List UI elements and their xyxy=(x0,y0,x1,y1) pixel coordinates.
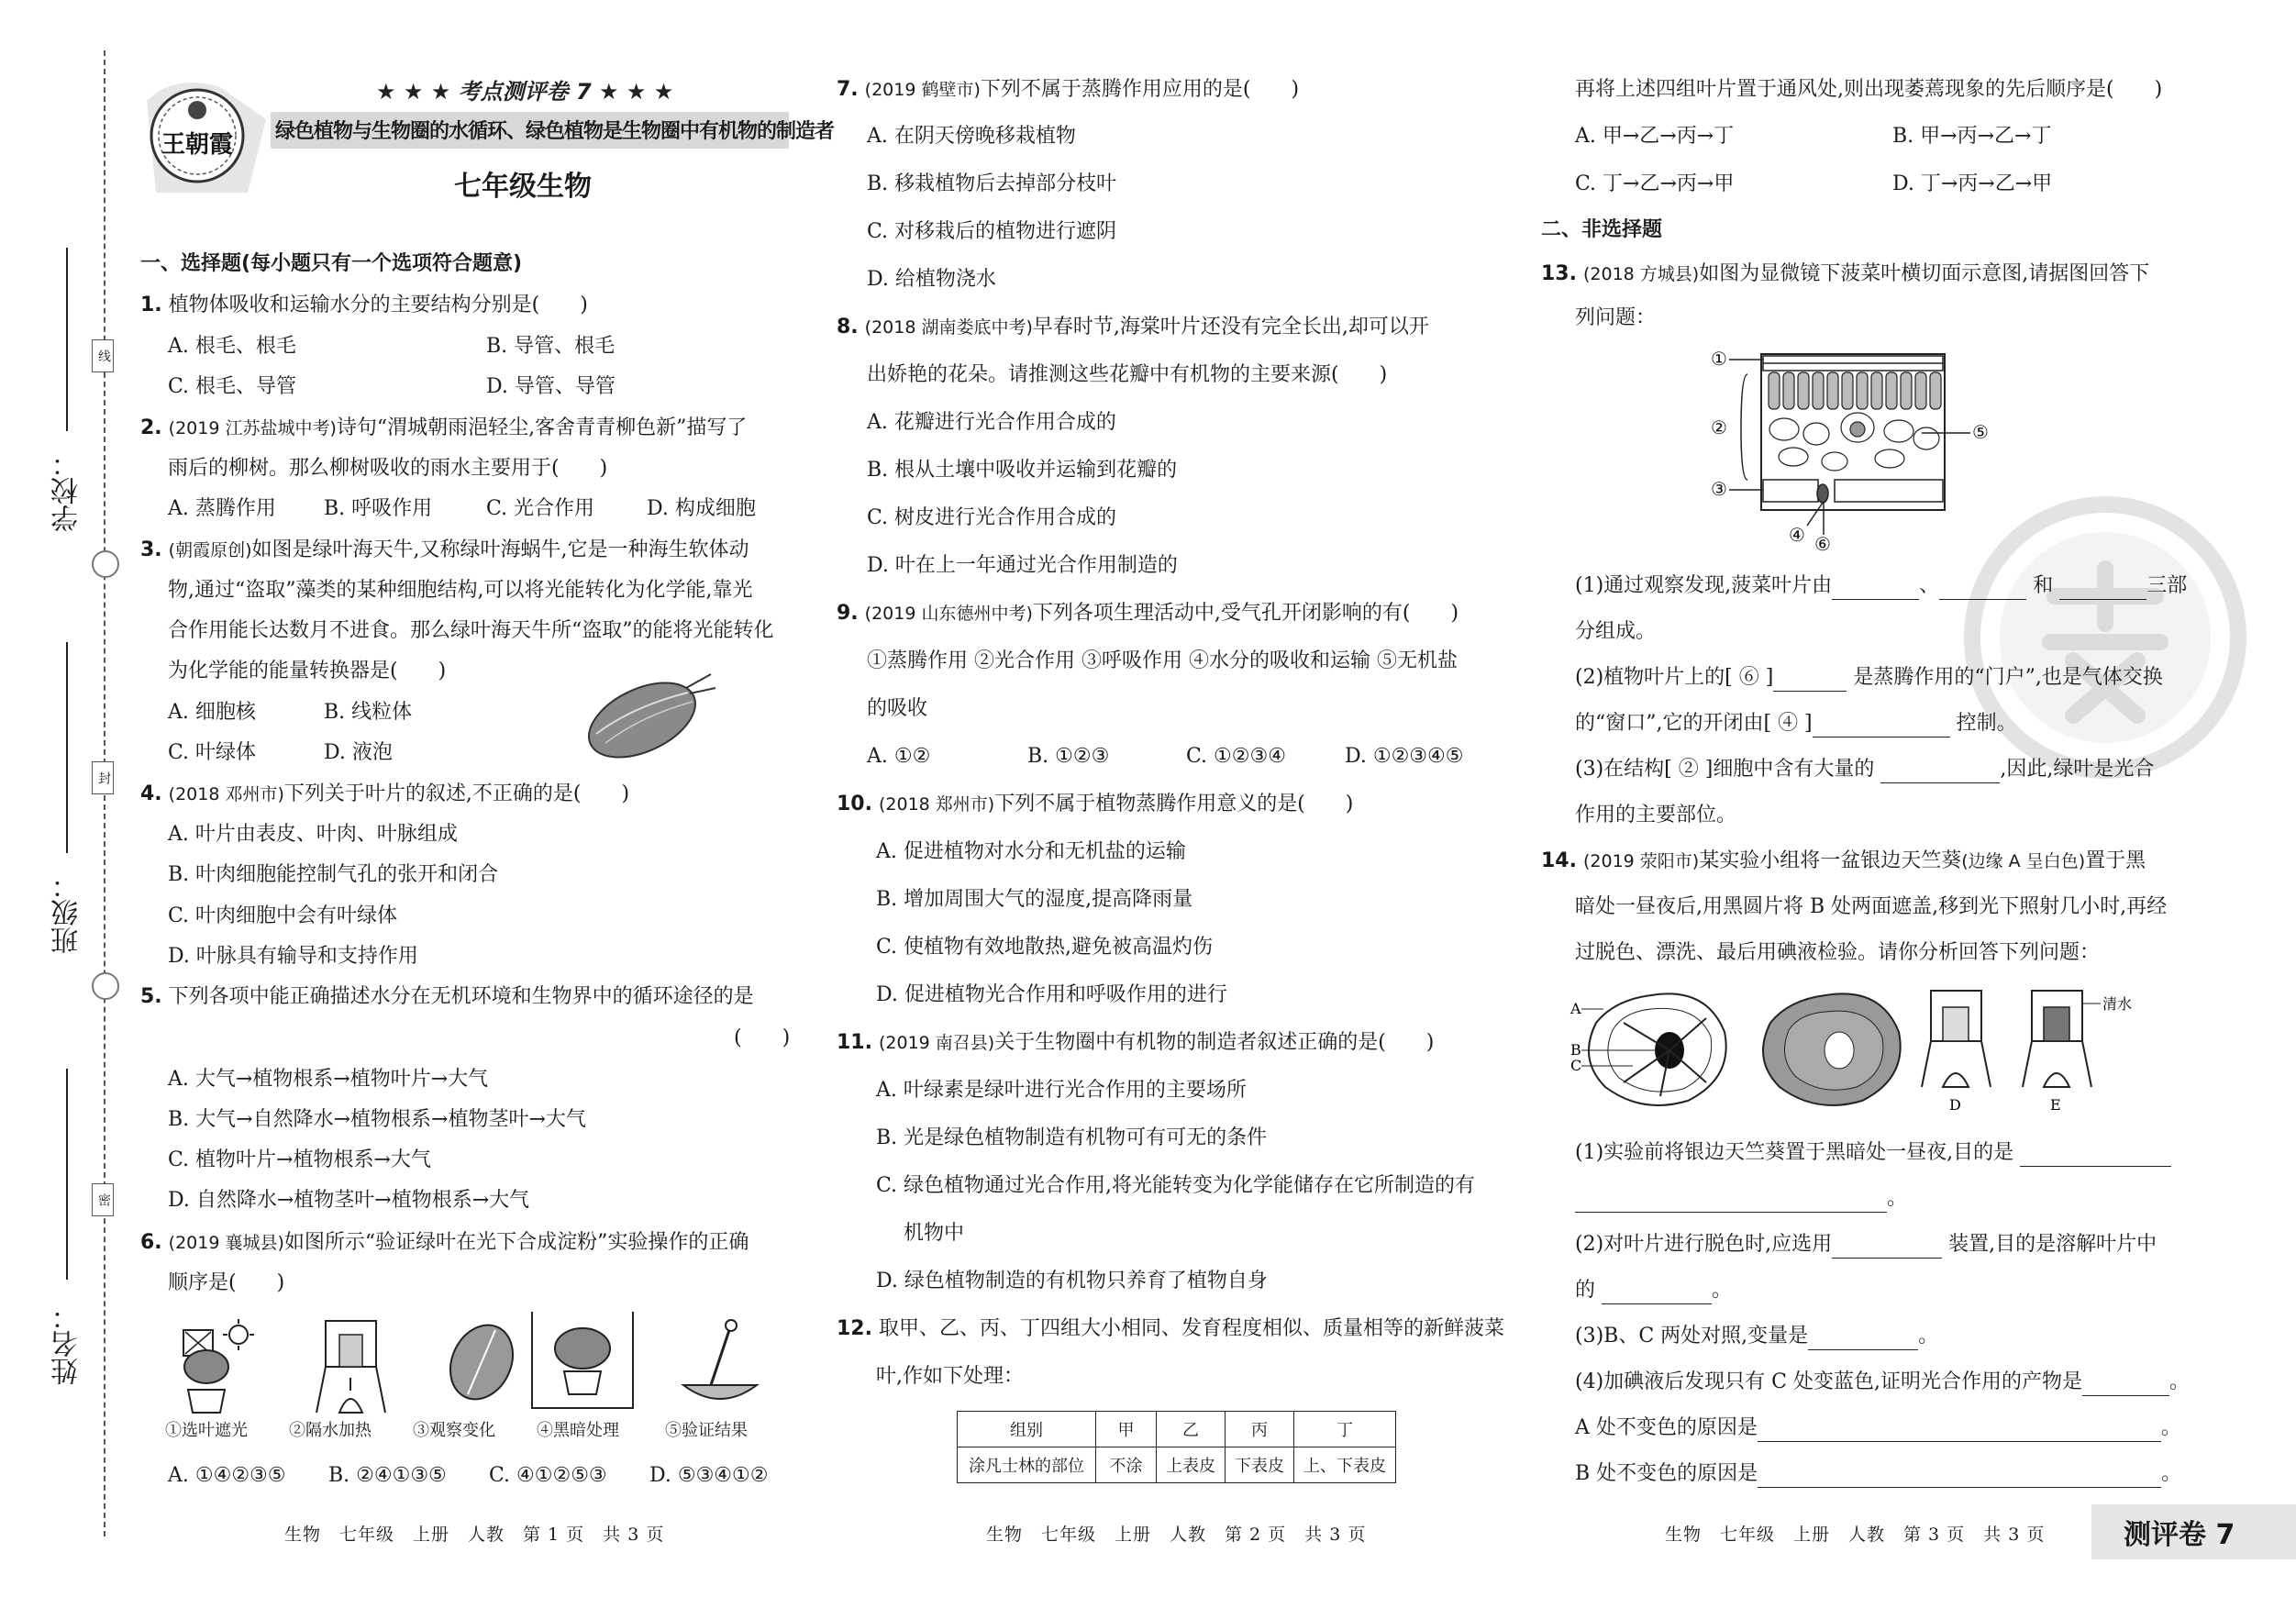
svg-text:D: D xyxy=(1949,1096,1961,1114)
svg-text:②: ② xyxy=(1711,416,1727,438)
school-label: 学校： xyxy=(51,449,83,532)
q1-option-b[interactable]: B. 导管、根毛 xyxy=(486,335,616,358)
table-cell: 上、下表皮 xyxy=(1294,1447,1396,1483)
q13-blank-6[interactable] xyxy=(1880,760,2000,783)
topic-title: 绿色植物与生物圈的水循环、绿色植物是生物圈中有机物的制造者 xyxy=(275,120,835,143)
q14-blank-5[interactable] xyxy=(2082,1373,2169,1396)
seal-char-2: 封 xyxy=(92,761,114,794)
seal-char-3: 密 xyxy=(92,1183,114,1216)
q5-option-a[interactable]: A. 大气→植物根系→植物叶片→大气 xyxy=(168,1068,489,1091)
question-3-line-3: 合作用能长达数月不进食。那么绿叶海天牛所“盗取”的能将光能转化 xyxy=(168,619,774,642)
q12-option-d[interactable]: D. 丁→丙→乙→甲 xyxy=(1892,172,2053,195)
question-2: 2. (2019 江苏盐城中考)诗句“渭城朝雨浥轻尘,客舍青青柳色新”描写了 xyxy=(140,416,748,439)
test-badge: ★ ★ ★ 考点测评卷 7 ★ ★ ★ xyxy=(376,79,674,105)
question-13: 13. (2018 方城县)如图为显微镜下菠菜叶横切面示意图,请据图回答下 xyxy=(1541,262,2150,285)
geranium-experiment-diagram xyxy=(1569,986,2211,1119)
question-7: 7. (2019 鹤壁市)下列不属于蒸腾作用应用的是( ) xyxy=(837,78,1300,101)
table-header-cell: 丁 xyxy=(1294,1412,1396,1447)
svg-text:①: ① xyxy=(1711,348,1727,370)
corner-tag-label: 测评卷 7 xyxy=(2124,1519,2235,1551)
q4-option-d[interactable]: D. 叶脉具有输导和支持作用 xyxy=(168,945,418,968)
q7-option-c[interactable]: C. 对移栽后的植物进行遮阴 xyxy=(867,220,1117,243)
page-2-footer: 生物 七年级 上册 人教 第 2 页 共 3 页 xyxy=(986,1525,1367,1545)
q13-sub-1-line-2: 分组成。 xyxy=(1575,620,1657,643)
q12-option-b[interactable]: B. 甲→丙→乙→丁 xyxy=(1892,125,2052,148)
q8-option-d[interactable]: D. 叶在上一年通过光合作用制造的 xyxy=(867,554,1178,577)
svg-text:C: C xyxy=(1570,1057,1582,1074)
table-header-cell: 甲 xyxy=(1096,1412,1157,1447)
table-row xyxy=(958,1412,1396,1447)
q14-sub-4: (4)加碘液后发现只有 C 处变蓝色,证明光合作用的产物是 。 xyxy=(1575,1369,2190,1396)
section-1-heading: 一、选择题(每小题只有一个选项符合题意) xyxy=(140,252,523,275)
q11-option-c[interactable]: C. 绿色植物通过光合作用,将光能转变为化学能储存在它所制造的有 xyxy=(876,1174,1476,1197)
q6-option-d[interactable]: D. ⑤③④①② xyxy=(649,1464,769,1487)
table-row xyxy=(958,1447,1396,1483)
leaf-cross-section-diagram xyxy=(1706,347,2000,558)
sea-slug-illustration xyxy=(578,660,725,761)
section-2-heading: 二、非选择题 xyxy=(1541,218,1663,241)
q14-sub-6: B 处不变色的原因是 。 xyxy=(1575,1460,2181,1488)
q12-continued: 再将上述四组叶片置于通风处,则出现萎蔫现象的先后顺序是( ) xyxy=(1575,78,2163,101)
q2-option-d[interactable]: D. 构成细胞 xyxy=(647,497,756,520)
apparatus-e-icon xyxy=(2023,991,2132,1114)
question-12-line-2: 叶,作如下处理： xyxy=(876,1365,1024,1388)
q13-blank-4[interactable] xyxy=(1773,669,1847,692)
q7-option-a[interactable]: A. 在阴天傍晚移栽植物 xyxy=(867,125,1076,148)
question-10: 10. (2018 郑州市)下列不属于植物蒸腾作用意义的是( ) xyxy=(837,793,1354,815)
q3-option-a[interactable]: A. 细胞核 xyxy=(168,701,256,724)
q2-option-a[interactable]: A. 蒸腾作用 xyxy=(168,497,276,520)
apparatus-d-icon xyxy=(1922,991,1991,1114)
question-8-line-2: 出娇艳的花朵。请推测这些花瓣中有机物的主要来源( ) xyxy=(867,363,1388,386)
q10-option-b[interactable]: B. 增加周围大气的湿度,提高降雨量 xyxy=(876,888,1193,911)
q11-option-a[interactable]: A. 叶绿素是绿叶进行光合作用的主要场所 xyxy=(876,1079,1247,1102)
q9-option-a[interactable]: A. ①② xyxy=(867,745,931,768)
logo-emblem-icon xyxy=(138,64,275,202)
svg-text:清水: 清水 xyxy=(2102,995,2133,1013)
q13-sub-3-line-2: 作用的主要部位。 xyxy=(1575,804,1737,826)
class-label: 班级： xyxy=(51,871,83,954)
question-14: 14. (2019 荥阳市)某实验小组将一盆银边天竺葵(边缘 A 呈白色)置于黑 xyxy=(1541,849,2146,872)
binding-strip xyxy=(0,0,119,1597)
school-field[interactable] xyxy=(66,248,68,431)
q1-option-a[interactable]: A. 根毛、根毛 xyxy=(168,335,296,358)
question-11: 11. (2019 南召县)关于生物圈中有机物的制造者叙述正确的是( ) xyxy=(837,1031,1435,1054)
page-3-footer: 生物 七年级 上册 人教 第 3 页 共 3 页 xyxy=(1665,1525,2046,1545)
svg-text:王朝霞: 王朝霞 xyxy=(161,131,234,159)
q10-option-c[interactable]: C. 使植物有效地散热,避免被高温灼伤 xyxy=(876,936,1214,959)
q14-sub-1-line-2: 。 xyxy=(1575,1185,1907,1213)
q12-table xyxy=(957,1411,1396,1483)
q13-sub-3: (3)在结构[ ② ]细胞中含有大量的 ,因此,绿叶是光合 xyxy=(1575,756,2154,783)
q14-sub-1: (1)实验前将银边天竺葵置于黑暗处一昼夜,目的是 xyxy=(1575,1139,2171,1167)
table-cell: 不涂 xyxy=(1096,1447,1157,1483)
question-2-line-2: 雨后的柳树。那么柳树吸收的雨水主要用于( ) xyxy=(168,457,608,480)
table-cell: 下表皮 xyxy=(1226,1447,1294,1483)
q1-option-d[interactable]: D. 导管、导管 xyxy=(486,375,616,398)
q14-blank-6[interactable] xyxy=(1758,1419,2161,1442)
table-cell: 涂凡士林的部位 xyxy=(958,1447,1096,1483)
q8-option-b[interactable]: B. 根从土壤中吸收并运输到花瓣的 xyxy=(867,459,1178,482)
q10-option-d[interactable]: D. 促进植物光合作用和呼吸作用的进行 xyxy=(876,983,1227,1006)
q12-option-c[interactable]: C. 丁→乙→丙→甲 xyxy=(1575,172,1735,195)
q14-blank-2[interactable] xyxy=(1832,1236,1942,1259)
q10-option-a[interactable]: A. 促进植物对水分和无机盐的运输 xyxy=(876,840,1186,863)
table-header-cell: 组别 xyxy=(958,1412,1096,1447)
q11-option-b[interactable]: B. 光是绿色植物制造有机物可有可无的条件 xyxy=(876,1126,1268,1149)
table-header-cell: 乙 xyxy=(1157,1412,1226,1447)
question-12: 12. 取甲、乙、丙、丁四组大小相同、发育程度相似、质量相等的新鲜菠菜 xyxy=(837,1317,1504,1340)
q14-blank-4[interactable] xyxy=(1808,1327,1918,1350)
q1-option-c[interactable]: C. 根毛、导管 xyxy=(168,375,297,398)
q9-option-d[interactable]: D. ①②③④⑤ xyxy=(1345,745,1464,768)
question-3-line-2: 物,通过“盗取”藻类的某种细胞结构,可以将光能转化为化学能,靠光 xyxy=(168,579,753,602)
name-label: 姓名： xyxy=(51,1303,83,1385)
question-13-line-2: 列问题： xyxy=(1575,306,1657,329)
q4-option-b[interactable]: B. 叶肉细胞能控制气孔的张开和闭合 xyxy=(168,863,499,886)
question-5: 5. 下列各项中能正确描述水分在无机环境和生物界中的循环途径的是 xyxy=(140,985,754,1008)
q5-option-b[interactable]: B. 大气→自然降水→植物根系→植物茎叶→大气 xyxy=(168,1108,586,1131)
q6-experiment-figures xyxy=(165,1312,798,1422)
q13-sub-2-line-2: 的“窗口”,它的开闭由[ ④ ] 控制。 xyxy=(1575,710,2017,738)
question-6-line-2: 顺序是( ) xyxy=(168,1271,285,1294)
question-6: 6. (2019 襄城县)如图所示“验证绿叶在光下合成淀粉”实验操作的正确 xyxy=(140,1231,749,1254)
q14-blank-3[interactable] xyxy=(1602,1281,1712,1304)
q14-blank-1-cont[interactable] xyxy=(1575,1190,1887,1213)
question-14-line-2: 暗处一昼夜后,用黑圆片将 B 处两面遮盖,移到光下照射几小时,再经 xyxy=(1575,895,2168,918)
header xyxy=(138,64,835,203)
q2-option-b[interactable]: B. 呼吸作用 xyxy=(324,497,433,520)
svg-text:④: ④ xyxy=(1789,524,1805,546)
q13-sub-2: (2)植物叶片上的[ ⑥ ] 是蒸腾作用的“门户”,也是气体交换 xyxy=(1575,664,2163,692)
question-9: 9. (2019 山东德州中考)下列各项生理活动中,受气孔开闭影响的有( ) xyxy=(837,602,1459,625)
q6-option-c[interactable]: C. ④①②⑤③ xyxy=(489,1464,607,1487)
q6-caption-4: ④黑暗处理 xyxy=(537,1421,619,1440)
q9-option-c[interactable]: C. ①②③④ xyxy=(1186,745,1286,768)
q11-option-d[interactable]: D. 绿色植物制造的有机物只养育了植物自身 xyxy=(876,1270,1268,1292)
binding-hole-icon xyxy=(92,972,119,1000)
q4-option-a[interactable]: A. 叶片由表皮、叶肉、叶脉组成 xyxy=(168,823,458,846)
q14-sub-3: (3)B、C 两处对照,变量是 。 xyxy=(1575,1323,1938,1350)
q6-option-b[interactable]: B. ②④①③⑤ xyxy=(328,1464,447,1487)
q14-sub-5: A 处不变色的原因是 。 xyxy=(1575,1414,2181,1442)
question-3: 3. (朝霞原创)如图是绿叶海天牛,又称绿叶海蜗牛,它是一种海生软体动 xyxy=(140,538,749,561)
name-field[interactable] xyxy=(66,1069,68,1280)
table-header-cell: 丙 xyxy=(1226,1412,1294,1447)
q11-option-c-cont: 机物中 xyxy=(904,1222,965,1245)
class-field[interactable] xyxy=(66,642,68,853)
question-8: 8. (2018 湖南娄底中考)早春时节,海棠叶片还没有完全长出,却可以开 xyxy=(837,316,1429,338)
question-9-line-2: ①蒸腾作用 ②光合作用 ③呼吸作用 ④水分的吸收和运输 ⑤无机盐 xyxy=(867,649,1458,672)
q13-blank-2[interactable] xyxy=(1939,577,2026,600)
q14-blank-7[interactable] xyxy=(1758,1465,2161,1488)
stained-leaf-icon xyxy=(1763,993,1901,1105)
q6-caption-1: ①选叶遮光 xyxy=(165,1421,248,1440)
q8-option-a[interactable]: A. 花瓣进行光合作用合成的 xyxy=(867,411,1116,434)
question-14-line-3: 过脱色、漂洗、最后用碘液检验。请你分析回答下列问题： xyxy=(1575,941,2101,964)
q7-option-d[interactable]: D. 给植物浇水 xyxy=(867,268,996,291)
q5-option-d[interactable]: D. 自然降水→植物茎叶→植物根系→大气 xyxy=(168,1189,530,1212)
q6-option-a[interactable]: A. ①④②③⑤ xyxy=(168,1464,286,1487)
q6-caption-2: ②隔水加热 xyxy=(289,1421,372,1440)
svg-text:⑤: ⑤ xyxy=(1972,421,1989,443)
q7-option-b[interactable]: B. 移栽植物后去掉部分枝叶 xyxy=(867,172,1117,195)
svg-text:E: E xyxy=(2050,1096,2061,1114)
q5-option-c[interactable]: C. 植物叶片→植物根系→大气 xyxy=(168,1148,431,1171)
q6-caption-5: ⑤验证结果 xyxy=(665,1421,748,1440)
plant-sun-icon xyxy=(183,1319,254,1413)
q2-option-c[interactable]: C. 光合作用 xyxy=(486,497,595,520)
q6-caption-3: ③观察变化 xyxy=(413,1421,495,1440)
q14-sub-2-line-2: 的 。 xyxy=(1575,1277,1732,1304)
question-1: 1. 植物体吸收和运输水分的主要结构分别是( ) xyxy=(140,294,588,316)
q14-blank-1[interactable] xyxy=(2020,1144,2171,1167)
binding-hole-icon xyxy=(92,550,119,578)
q5-answer-paren[interactable]: ( ) xyxy=(734,1026,791,1049)
q14-sub-2: (2)对叶片进行脱色时,应选用 装置,目的是溶解叶片中 xyxy=(1575,1231,2157,1259)
q3-option-b[interactable]: B. 线粒体 xyxy=(324,701,413,724)
q3-option-c[interactable]: C. 叶绿体 xyxy=(168,741,257,764)
q13-blank-1[interactable] xyxy=(1832,577,1919,600)
seal-char-1: 线 xyxy=(92,339,114,372)
q3-option-d[interactable]: D. 液泡 xyxy=(324,741,393,764)
q9-option-b[interactable]: B. ①②③ xyxy=(1027,745,1110,768)
variegated-leaf-icon xyxy=(1569,993,1726,1105)
svg-text:⑥: ⑥ xyxy=(1814,533,1831,555)
subject-title: 七年级生物 xyxy=(454,171,592,203)
svg-text:③: ③ xyxy=(1711,478,1727,500)
q13-blank-5[interactable] xyxy=(1813,715,1950,738)
question-3-line-4: 为化学能的能量转换器是( ) xyxy=(168,660,447,682)
q4-option-c[interactable]: C. 叶肉细胞中会有叶绿体 xyxy=(168,904,398,927)
q13-sub-1: (1)通过观察发现,菠菜叶片由 、 和 三部 xyxy=(1575,572,2187,600)
svg-text:A: A xyxy=(1570,1000,1581,1017)
table-cell: 上表皮 xyxy=(1157,1447,1226,1483)
question-4: 4. (2018 邓州市)下列关于叶片的叙述,不正确的是( ) xyxy=(140,782,630,805)
svg-text:B: B xyxy=(1570,1041,1581,1059)
q12-option-a[interactable]: A. 甲→乙→丙→丁 xyxy=(1575,125,1735,148)
page-1-footer: 生物 七年级 上册 人教 第 1 页 共 3 页 xyxy=(284,1525,665,1545)
q8-option-c[interactable]: C. 树皮进行光合作用合成的 xyxy=(867,506,1117,529)
question-9-line-3: 的吸收 xyxy=(867,697,928,720)
q13-blank-3[interactable] xyxy=(2059,577,2146,600)
